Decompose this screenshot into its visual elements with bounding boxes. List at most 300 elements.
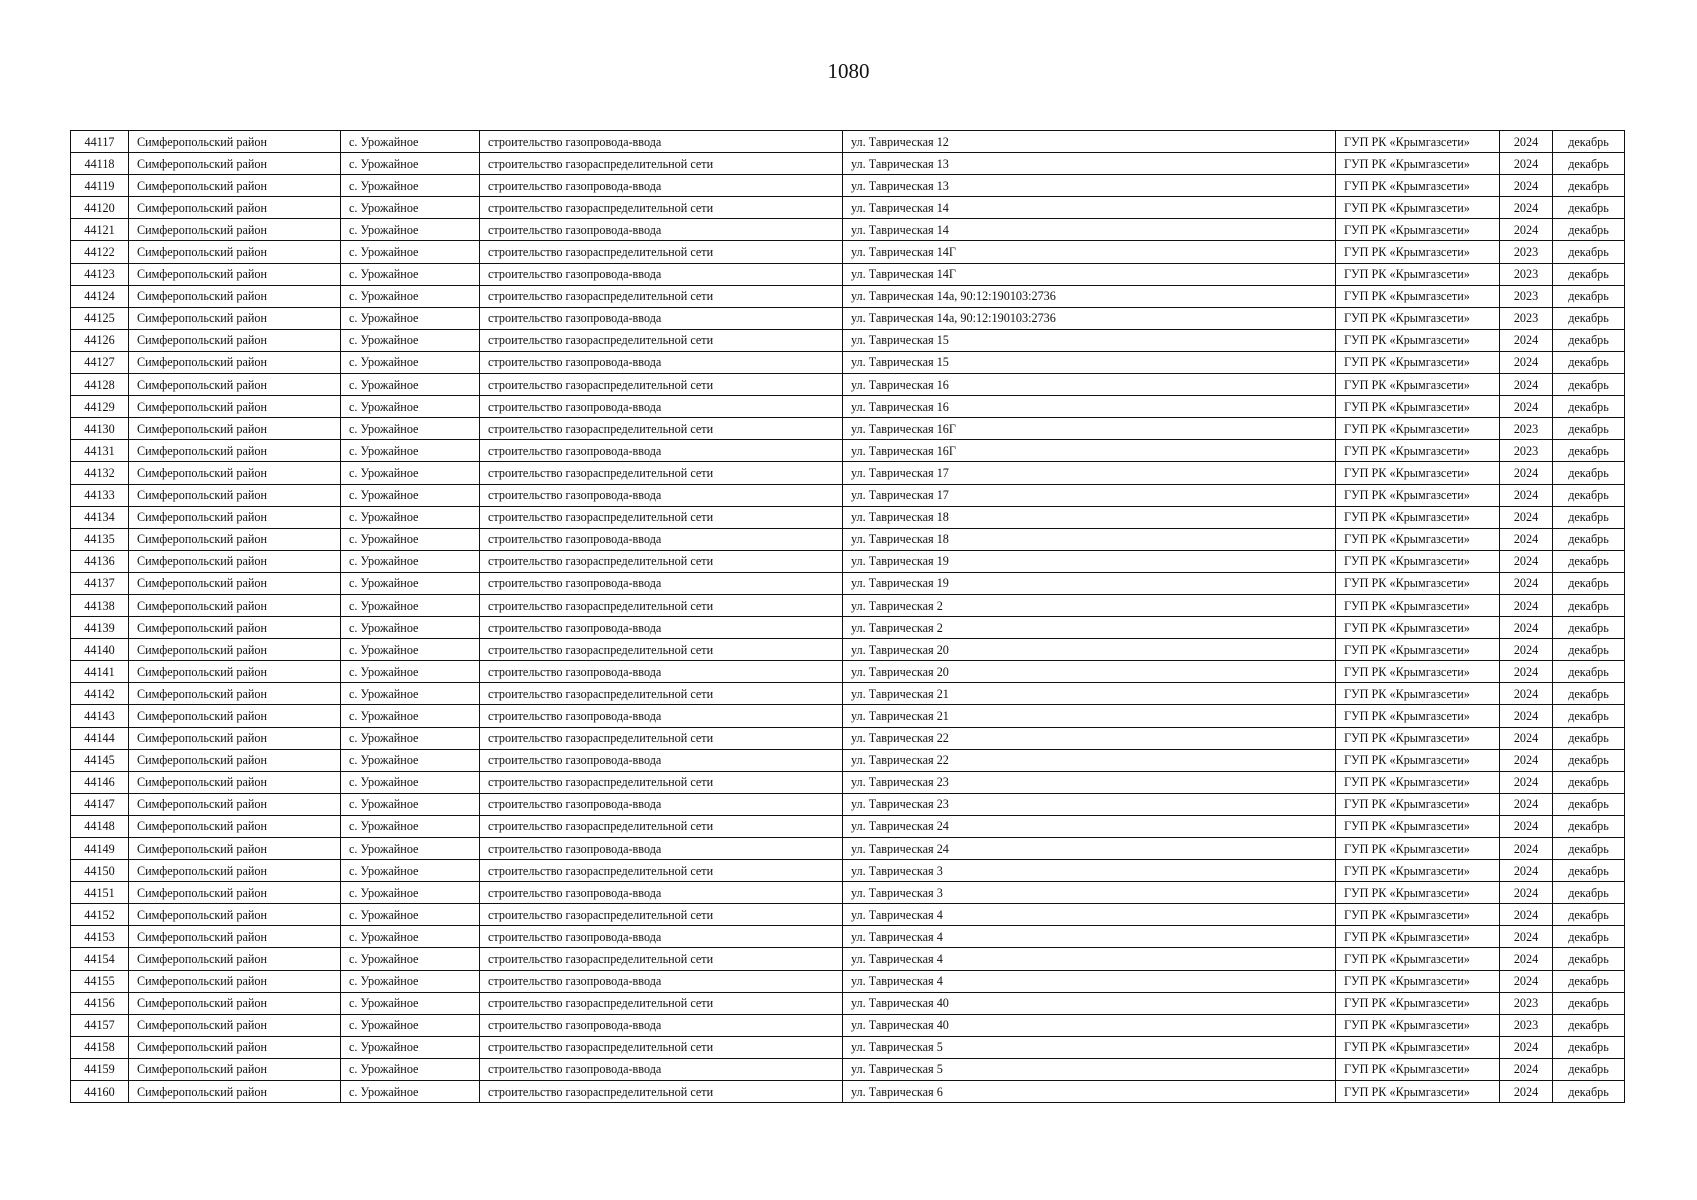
- table-row: [71, 440, 1625, 462]
- cell-organization: ГУП РК «Крымгазсети»: [1336, 351, 1500, 373]
- cell-year: 2024: [1500, 1036, 1553, 1058]
- cell-month: декабрь: [1553, 197, 1625, 219]
- cell-year: 2024: [1500, 197, 1553, 219]
- cell-address: ул. Таврическая 13: [843, 175, 1336, 197]
- cell-organization: ГУП РК «Крымгазсети»: [1336, 175, 1500, 197]
- cell-settlement: с. Урожайное: [341, 838, 480, 860]
- cell-row-number: 44136: [71, 550, 129, 572]
- cell-row-number: 44145: [71, 749, 129, 771]
- cell-month: декабрь: [1553, 550, 1625, 572]
- cell-year: 2024: [1500, 153, 1553, 175]
- cell-row-number: 44126: [71, 329, 129, 351]
- cell-year: 2024: [1500, 683, 1553, 705]
- cell-work-type: строительство газораспределительной сети: [480, 329, 843, 351]
- cell-year: 2024: [1500, 506, 1553, 528]
- cell-address: ул. Таврическая 4: [843, 926, 1336, 948]
- cell-settlement: с. Урожайное: [341, 329, 480, 351]
- cell-year: 2024: [1500, 484, 1553, 506]
- cell-row-number: 44150: [71, 860, 129, 882]
- cell-month: декабрь: [1553, 617, 1625, 639]
- cell-year: 2023: [1500, 241, 1553, 263]
- cell-year: 2024: [1500, 1058, 1553, 1080]
- cell-work-type: строительство газораспределительной сети: [480, 594, 843, 616]
- cell-row-number: 44143: [71, 705, 129, 727]
- cell-work-type: строительство газораспределительной сети: [480, 815, 843, 837]
- cell-year: 2024: [1500, 462, 1553, 484]
- cell-district: Симферопольский район: [129, 131, 341, 153]
- table-row: [71, 838, 1625, 860]
- cell-work-type: строительство газопровода-ввода: [480, 484, 843, 506]
- cell-work-type: строительство газопровода-ввода: [480, 219, 843, 241]
- cell-month: декабрь: [1553, 661, 1625, 683]
- cell-district: Симферопольский район: [129, 263, 341, 285]
- cell-year: 2024: [1500, 1081, 1553, 1103]
- cell-row-number: 44159: [71, 1058, 129, 1080]
- cell-year: 2024: [1500, 705, 1553, 727]
- cell-year: 2023: [1500, 1014, 1553, 1036]
- cell-row-number: 44141: [71, 661, 129, 683]
- cell-row-number: 44152: [71, 904, 129, 926]
- cell-row-number: 44151: [71, 882, 129, 904]
- cell-district: Симферопольский район: [129, 970, 341, 992]
- cell-address: ул. Таврическая 19: [843, 572, 1336, 594]
- cell-work-type: строительство газораспределительной сети: [480, 1081, 843, 1103]
- cell-district: Симферопольский район: [129, 484, 341, 506]
- cell-year: 2024: [1500, 926, 1553, 948]
- cell-settlement: с. Урожайное: [341, 197, 480, 219]
- cell-address: ул. Таврическая 40: [843, 992, 1336, 1014]
- cell-row-number: 44122: [71, 241, 129, 263]
- cell-organization: ГУП РК «Крымгазсети»: [1336, 882, 1500, 904]
- cell-district: Симферопольский район: [129, 329, 341, 351]
- cell-settlement: с. Урожайное: [341, 307, 480, 329]
- cell-work-type: строительство газопровода-ввода: [480, 926, 843, 948]
- cell-organization: ГУП РК «Крымгазсети»: [1336, 1058, 1500, 1080]
- cell-work-type: строительство газопровода-ввода: [480, 749, 843, 771]
- table-row: [71, 1058, 1625, 1080]
- cell-address: ул. Таврическая 2: [843, 594, 1336, 616]
- cell-settlement: с. Урожайное: [341, 1058, 480, 1080]
- cell-address: ул. Таврическая 24: [843, 838, 1336, 860]
- cell-settlement: с. Урожайное: [341, 175, 480, 197]
- cell-district: Симферопольский район: [129, 396, 341, 418]
- cell-row-number: 44139: [71, 617, 129, 639]
- table-row: [71, 550, 1625, 572]
- cell-month: декабрь: [1553, 351, 1625, 373]
- cell-organization: ГУП РК «Крымгазсети»: [1336, 992, 1500, 1014]
- cell-address: ул. Таврическая 15: [843, 329, 1336, 351]
- cell-month: декабрь: [1553, 506, 1625, 528]
- cell-address: ул. Таврическая 3: [843, 882, 1336, 904]
- cell-district: Симферопольский район: [129, 175, 341, 197]
- cell-district: Симферопольский район: [129, 153, 341, 175]
- cell-row-number: 44134: [71, 506, 129, 528]
- cell-month: декабрь: [1553, 882, 1625, 904]
- cell-settlement: с. Урожайное: [341, 860, 480, 882]
- table-row: [71, 705, 1625, 727]
- table-row: [71, 860, 1625, 882]
- cell-year: 2024: [1500, 572, 1553, 594]
- cell-month: декабрь: [1553, 948, 1625, 970]
- cell-organization: ГУП РК «Крымгазсети»: [1336, 1081, 1500, 1103]
- cell-district: Симферопольский район: [129, 374, 341, 396]
- cell-work-type: строительство газопровода-ввода: [480, 440, 843, 462]
- cell-month: декабрь: [1553, 329, 1625, 351]
- cell-month: декабрь: [1553, 219, 1625, 241]
- cell-year: 2024: [1500, 374, 1553, 396]
- cell-work-type: строительство газораспределительной сети: [480, 241, 843, 263]
- cell-month: декабрь: [1553, 838, 1625, 860]
- cell-settlement: с. Урожайное: [341, 396, 480, 418]
- cell-address: ул. Таврическая 16: [843, 374, 1336, 396]
- cell-address: ул. Таврическая 13: [843, 153, 1336, 175]
- table-row: [71, 904, 1625, 926]
- cell-organization: ГУП РК «Крымгазсети»: [1336, 329, 1500, 351]
- cell-work-type: строительство газопровода-ввода: [480, 793, 843, 815]
- cell-district: Симферопольский район: [129, 705, 341, 727]
- cell-work-type: строительство газопровода-ввода: [480, 131, 843, 153]
- cell-settlement: с. Урожайное: [341, 550, 480, 572]
- cell-address: ул. Таврическая 17: [843, 484, 1336, 506]
- cell-address: ул. Таврическая 19: [843, 550, 1336, 572]
- cell-organization: ГУП РК «Крымгазсети»: [1336, 970, 1500, 992]
- cell-year: 2024: [1500, 617, 1553, 639]
- cell-month: декабрь: [1553, 793, 1625, 815]
- cell-row-number: 44155: [71, 970, 129, 992]
- cell-row-number: 44119: [71, 175, 129, 197]
- cell-district: Симферопольский район: [129, 904, 341, 926]
- cell-district: Симферопольский район: [129, 572, 341, 594]
- cell-month: декабрь: [1553, 528, 1625, 550]
- cell-year: 2023: [1500, 263, 1553, 285]
- cell-work-type: строительство газопровода-ввода: [480, 617, 843, 639]
- cell-month: декабрь: [1553, 131, 1625, 153]
- cell-month: декабрь: [1553, 749, 1625, 771]
- cell-row-number: 44125: [71, 307, 129, 329]
- cell-address: ул. Таврическая 20: [843, 639, 1336, 661]
- cell-year: 2023: [1500, 992, 1553, 1014]
- cell-organization: ГУП РК «Крымгазсети»: [1336, 661, 1500, 683]
- cell-work-type: строительство газораспределительной сети: [480, 418, 843, 440]
- table-row: [71, 771, 1625, 793]
- cell-work-type: строительство газопровода-ввода: [480, 351, 843, 373]
- cell-work-type: строительство газораспределительной сети: [480, 550, 843, 572]
- cell-settlement: с. Урожайное: [341, 241, 480, 263]
- cell-organization: ГУП РК «Крымгазсети»: [1336, 815, 1500, 837]
- table-row: [71, 418, 1625, 440]
- cell-organization: ГУП РК «Крымгазсети»: [1336, 241, 1500, 263]
- cell-month: декабрь: [1553, 926, 1625, 948]
- cell-organization: ГУП РК «Крымгазсети»: [1336, 1014, 1500, 1036]
- cell-month: декабрь: [1553, 1014, 1625, 1036]
- cell-settlement: с. Урожайное: [341, 131, 480, 153]
- cell-organization: ГУП РК «Крымгазсети»: [1336, 153, 1500, 175]
- table-row: [71, 307, 1625, 329]
- cell-year: 2024: [1500, 131, 1553, 153]
- cell-organization: ГУП РК «Крымгазсети»: [1336, 219, 1500, 241]
- cell-row-number: 44157: [71, 1014, 129, 1036]
- cell-row-number: 44156: [71, 992, 129, 1014]
- cell-organization: ГУП РК «Крымгазсети»: [1336, 418, 1500, 440]
- cell-settlement: с. Урожайное: [341, 1014, 480, 1036]
- cell-month: декабрь: [1553, 860, 1625, 882]
- cell-month: декабрь: [1553, 285, 1625, 307]
- cell-settlement: с. Урожайное: [341, 263, 480, 285]
- cell-year: 2024: [1500, 970, 1553, 992]
- cell-year: 2024: [1500, 329, 1553, 351]
- cell-work-type: строительство газораспределительной сети: [480, 506, 843, 528]
- cell-month: декабрь: [1553, 440, 1625, 462]
- cell-settlement: с. Урожайное: [341, 440, 480, 462]
- cell-month: декабрь: [1553, 1058, 1625, 1080]
- table-row: [71, 661, 1625, 683]
- cell-address: ул. Таврическая 14а, 90:12:190103:2736: [843, 285, 1336, 307]
- cell-district: Симферопольский район: [129, 992, 341, 1014]
- cell-row-number: 44149: [71, 838, 129, 860]
- cell-month: декабрь: [1553, 263, 1625, 285]
- table-row: [71, 749, 1625, 771]
- cell-work-type: строительство газопровода-ввода: [480, 572, 843, 594]
- cell-settlement: с. Урожайное: [341, 418, 480, 440]
- cell-settlement: с. Урожайное: [341, 351, 480, 373]
- cell-work-type: строительство газораспределительной сети: [480, 462, 843, 484]
- table-row: [71, 153, 1625, 175]
- cell-district: Симферопольский район: [129, 241, 341, 263]
- cell-row-number: 44124: [71, 285, 129, 307]
- cell-address: ул. Таврическая 22: [843, 749, 1336, 771]
- cell-district: Симферопольский район: [129, 550, 341, 572]
- cell-district: Симферопольский район: [129, 661, 341, 683]
- table-row: [71, 572, 1625, 594]
- cell-address: ул. Таврическая 23: [843, 793, 1336, 815]
- cell-address: ул. Таврическая 14: [843, 219, 1336, 241]
- cell-row-number: 44137: [71, 572, 129, 594]
- cell-address: ул. Таврическая 5: [843, 1036, 1336, 1058]
- cell-row-number: 44132: [71, 462, 129, 484]
- table-row: [71, 683, 1625, 705]
- cell-address: ул. Таврическая 21: [843, 683, 1336, 705]
- table-row: [71, 329, 1625, 351]
- cell-settlement: с. Урожайное: [341, 992, 480, 1014]
- cell-work-type: строительство газораспределительной сети: [480, 948, 843, 970]
- cell-address: ул. Таврическая 23: [843, 771, 1336, 793]
- cell-district: Симферопольский район: [129, 771, 341, 793]
- cell-work-type: строительство газораспределительной сети: [480, 153, 843, 175]
- cell-month: декабрь: [1553, 683, 1625, 705]
- cell-row-number: 44118: [71, 153, 129, 175]
- cell-address: ул. Таврическая 6: [843, 1081, 1336, 1103]
- cell-work-type: строительство газопровода-ввода: [480, 1014, 843, 1036]
- gas-registry-table: [70, 130, 1625, 1103]
- cell-settlement: с. Урожайное: [341, 771, 480, 793]
- table-row: [71, 528, 1625, 550]
- cell-district: Симферопольский район: [129, 462, 341, 484]
- cell-month: декабрь: [1553, 727, 1625, 749]
- cell-district: Симферопольский район: [129, 440, 341, 462]
- cell-settlement: с. Урожайное: [341, 970, 480, 992]
- cell-district: Симферопольский район: [129, 506, 341, 528]
- cell-organization: ГУП РК «Крымгазсети»: [1336, 948, 1500, 970]
- cell-address: ул. Таврическая 2: [843, 617, 1336, 639]
- table-row: [71, 197, 1625, 219]
- cell-work-type: строительство газопровода-ввода: [480, 705, 843, 727]
- cell-work-type: строительство газораспределительной сети: [480, 197, 843, 219]
- cell-settlement: с. Урожайное: [341, 462, 480, 484]
- cell-month: декабрь: [1553, 639, 1625, 661]
- cell-settlement: с. Урожайное: [341, 661, 480, 683]
- table-row: [71, 617, 1625, 639]
- cell-organization: ГУП РК «Крымгазсети»: [1336, 838, 1500, 860]
- cell-row-number: 44135: [71, 528, 129, 550]
- cell-district: Симферопольский район: [129, 307, 341, 329]
- cell-settlement: с. Урожайное: [341, 153, 480, 175]
- cell-year: 2024: [1500, 815, 1553, 837]
- cell-row-number: 44153: [71, 926, 129, 948]
- cell-year: 2024: [1500, 639, 1553, 661]
- cell-district: Симферопольский район: [129, 1014, 341, 1036]
- cell-address: ул. Таврическая 15: [843, 351, 1336, 373]
- cell-year: 2024: [1500, 528, 1553, 550]
- cell-year: 2023: [1500, 418, 1553, 440]
- cell-address: ул. Таврическая 14Г: [843, 241, 1336, 263]
- table-row: [71, 285, 1625, 307]
- cell-organization: ГУП РК «Крымгазсети»: [1336, 506, 1500, 528]
- cell-year: 2024: [1500, 948, 1553, 970]
- cell-address: ул. Таврическая 40: [843, 1014, 1336, 1036]
- cell-row-number: 44142: [71, 683, 129, 705]
- table-row: [71, 948, 1625, 970]
- cell-address: ул. Таврическая 14Г: [843, 263, 1336, 285]
- cell-year: 2024: [1500, 749, 1553, 771]
- cell-settlement: с. Урожайное: [341, 594, 480, 616]
- cell-settlement: с. Урожайное: [341, 815, 480, 837]
- cell-work-type: строительство газораспределительной сети: [480, 771, 843, 793]
- cell-address: ул. Таврическая 20: [843, 661, 1336, 683]
- cell-address: ул. Таврическая 16Г: [843, 440, 1336, 462]
- table-row: [71, 506, 1625, 528]
- cell-month: декабрь: [1553, 396, 1625, 418]
- cell-address: ул. Таврическая 16Г: [843, 418, 1336, 440]
- cell-address: ул. Таврическая 5: [843, 1058, 1336, 1080]
- cell-year: 2024: [1500, 727, 1553, 749]
- cell-settlement: с. Урожайное: [341, 727, 480, 749]
- cell-organization: ГУП РК «Крымгазсети»: [1336, 749, 1500, 771]
- cell-settlement: с. Урожайное: [341, 219, 480, 241]
- cell-work-type: строительство газопровода-ввода: [480, 970, 843, 992]
- table-row: [71, 263, 1625, 285]
- table-row: [71, 882, 1625, 904]
- cell-settlement: с. Урожайное: [341, 374, 480, 396]
- table-row: [71, 1014, 1625, 1036]
- cell-district: Симферопольский район: [129, 793, 341, 815]
- cell-settlement: с. Урожайное: [341, 882, 480, 904]
- cell-organization: ГУП РК «Крымгазсети»: [1336, 683, 1500, 705]
- cell-address: ул. Таврическая 3: [843, 860, 1336, 882]
- cell-settlement: с. Урожайное: [341, 926, 480, 948]
- cell-address: ул. Таврическая 17: [843, 462, 1336, 484]
- cell-work-type: строительство газопровода-ввода: [480, 175, 843, 197]
- table-row: [71, 131, 1625, 153]
- cell-work-type: строительство газораспределительной сети: [480, 683, 843, 705]
- cell-address: ул. Таврическая 24: [843, 815, 1336, 837]
- table-row: [71, 815, 1625, 837]
- cell-address: ул. Таврическая 22: [843, 727, 1336, 749]
- cell-row-number: 44130: [71, 418, 129, 440]
- cell-district: Симферопольский район: [129, 418, 341, 440]
- cell-month: декабрь: [1553, 992, 1625, 1014]
- cell-organization: ГУП РК «Крымгазсети»: [1336, 617, 1500, 639]
- cell-year: 2024: [1500, 594, 1553, 616]
- cell-row-number: 44146: [71, 771, 129, 793]
- cell-settlement: с. Урожайное: [341, 948, 480, 970]
- cell-district: Симферопольский район: [129, 1058, 341, 1080]
- cell-work-type: строительство газораспределительной сети: [480, 285, 843, 307]
- cell-organization: ГУП РК «Крымгазсети»: [1336, 1036, 1500, 1058]
- cell-address: ул. Таврическая 21: [843, 705, 1336, 727]
- cell-district: Симферопольский район: [129, 860, 341, 882]
- cell-district: Симферопольский район: [129, 683, 341, 705]
- cell-month: декабрь: [1553, 462, 1625, 484]
- cell-month: декабрь: [1553, 904, 1625, 926]
- cell-settlement: с. Урожайное: [341, 1036, 480, 1058]
- cell-organization: ГУП РК «Крымгазсети»: [1336, 396, 1500, 418]
- cell-district: Симферопольский район: [129, 594, 341, 616]
- cell-year: 2024: [1500, 219, 1553, 241]
- table-row: [71, 639, 1625, 661]
- cell-work-type: строительство газопровода-ввода: [480, 263, 843, 285]
- cell-district: Симферопольский район: [129, 948, 341, 970]
- cell-row-number: 44140: [71, 639, 129, 661]
- cell-address: ул. Таврическая 14а, 90:12:190103:2736: [843, 307, 1336, 329]
- table-row: [71, 462, 1625, 484]
- cell-month: декабрь: [1553, 1036, 1625, 1058]
- table-row: [71, 1036, 1625, 1058]
- cell-organization: ГУП РК «Крымгазсети»: [1336, 771, 1500, 793]
- cell-work-type: строительство газораспределительной сети: [480, 727, 843, 749]
- cell-work-type: строительство газопровода-ввода: [480, 528, 843, 550]
- cell-organization: ГУП РК «Крымгазсети»: [1336, 484, 1500, 506]
- cell-row-number: 44158: [71, 1036, 129, 1058]
- cell-settlement: с. Урожайное: [341, 749, 480, 771]
- cell-settlement: с. Урожайное: [341, 572, 480, 594]
- cell-month: декабрь: [1553, 153, 1625, 175]
- table-row: [71, 970, 1625, 992]
- table-row: [71, 351, 1625, 373]
- cell-settlement: с. Урожайное: [341, 285, 480, 307]
- cell-work-type: строительство газопровода-ввода: [480, 838, 843, 860]
- cell-year: 2024: [1500, 793, 1553, 815]
- cell-district: Симферопольский район: [129, 1036, 341, 1058]
- page-number: 1080: [827, 59, 870, 83]
- cell-work-type: строительство газопровода-ввода: [480, 1058, 843, 1080]
- cell-year: 2024: [1500, 882, 1553, 904]
- cell-organization: ГУП РК «Крымгазсети»: [1336, 860, 1500, 882]
- cell-year: 2024: [1500, 904, 1553, 926]
- cell-work-type: строительство газораспределительной сети: [480, 639, 843, 661]
- cell-row-number: 44129: [71, 396, 129, 418]
- cell-address: ул. Таврическая 4: [843, 948, 1336, 970]
- cell-address: ул. Таврическая 12: [843, 131, 1336, 153]
- cell-month: декабрь: [1553, 815, 1625, 837]
- cell-address: ул. Таврическая 4: [843, 904, 1336, 926]
- cell-row-number: 44131: [71, 440, 129, 462]
- cell-organization: ГУП РК «Крымгазсети»: [1336, 440, 1500, 462]
- cell-organization: ГУП РК «Крымгазсети»: [1336, 904, 1500, 926]
- cell-settlement: с. Урожайное: [341, 484, 480, 506]
- cell-work-type: строительство газопровода-ввода: [480, 307, 843, 329]
- table-row: [71, 374, 1625, 396]
- cell-row-number: 44144: [71, 727, 129, 749]
